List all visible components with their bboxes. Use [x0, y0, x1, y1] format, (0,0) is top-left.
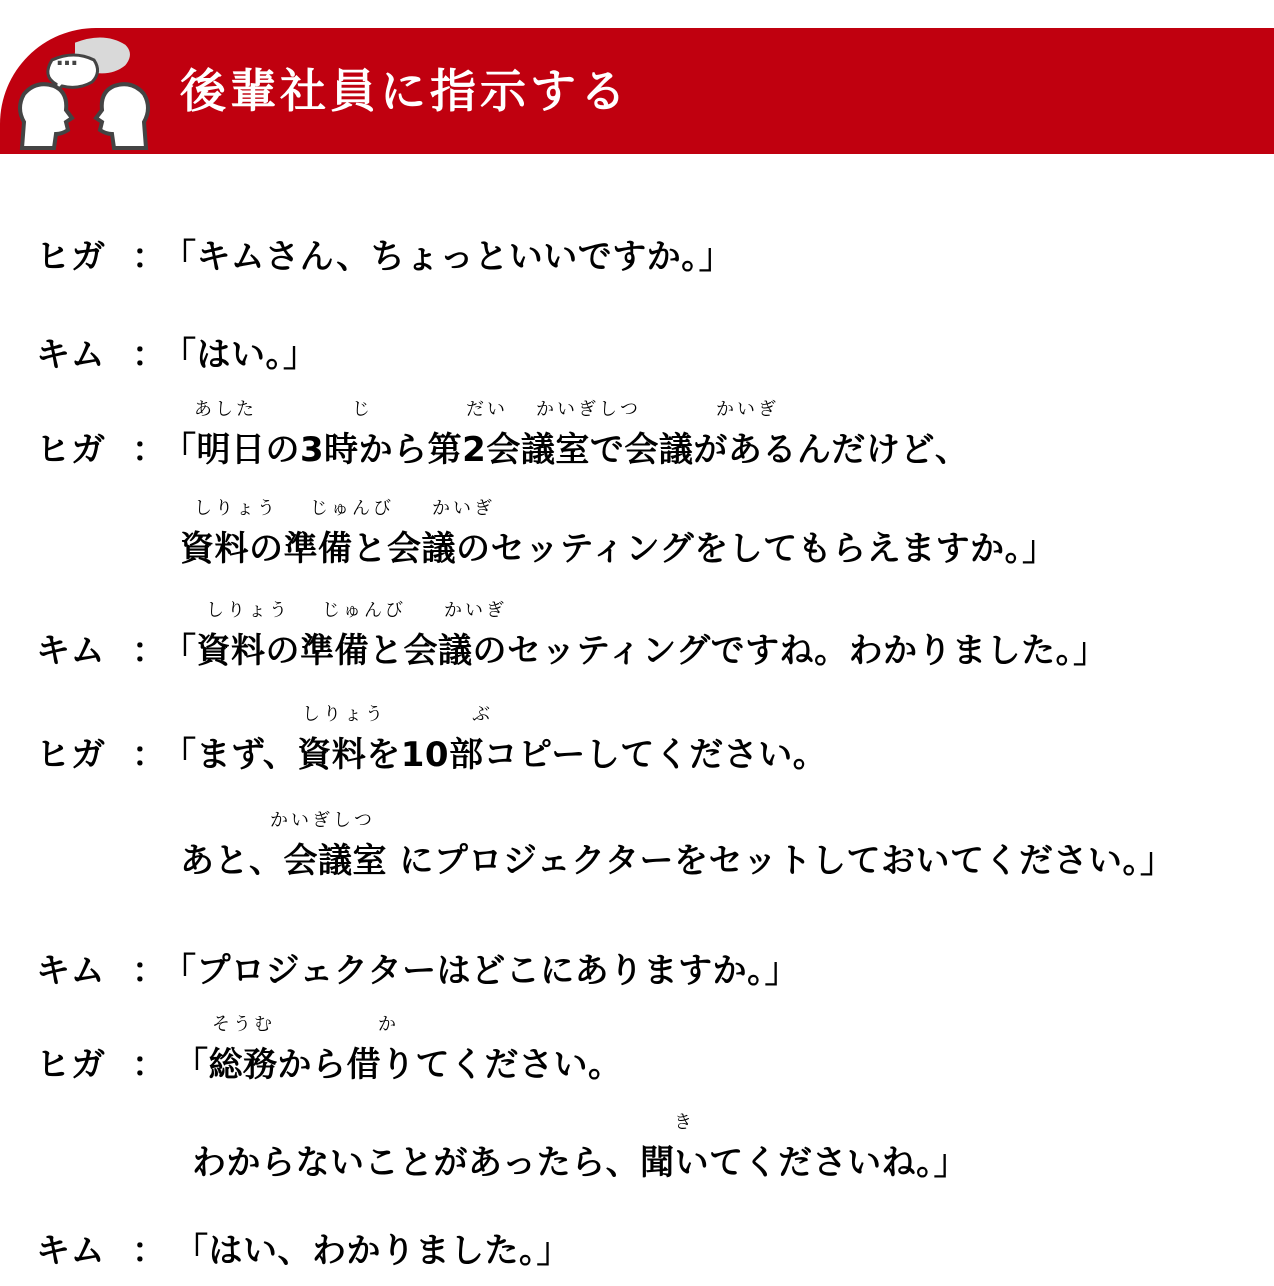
utterance-text: 「はい。」 [162, 335, 318, 375]
dialogue-line [0, 1186, 1274, 1286]
furigana: き [674, 1112, 695, 1133]
furigana: しりょう [302, 704, 386, 725]
dialogue-line [0, 192, 1274, 292]
furigana: かいぎ [432, 498, 495, 519]
furigana: じゅんび [310, 498, 394, 519]
page-title: 後輩社員に指示する [180, 64, 630, 118]
speaker-colon: ： [132, 335, 166, 375]
furigana: しりょう [206, 600, 290, 621]
speaker-colon: ： [132, 735, 166, 775]
dialogue-line [0, 1000, 1274, 1100]
speaker-colon: ： [132, 430, 166, 470]
furigana: そうむ [212, 1014, 275, 1035]
utterance-text: 資料の準備と会議のセッティングをしてもらえますか。」 [180, 529, 1057, 569]
furigana: かいぎ [444, 600, 507, 621]
speaker-colon: ： [132, 1045, 166, 1085]
furigana: かいぎしつ [536, 399, 641, 420]
utterance-text: 「明日の3時から第2会議室で会議があるんだけど、 [162, 430, 970, 470]
speaker-label: キム [36, 335, 106, 375]
utterance-text: 「まず、資料を10部コピーしてください。 [162, 735, 828, 775]
dialogue-line [0, 586, 1274, 686]
dialogue-line [0, 484, 1274, 584]
furigana: ぶ [472, 704, 493, 725]
utterance-text: 「総務から借りてください。 [174, 1045, 623, 1085]
utterance-text: わからないことがあったら、聞いてくださいね。」 [192, 1143, 969, 1183]
furigana: か [378, 1014, 399, 1035]
utterance-text: 「キムさん、ちょっといいですか。」 [162, 237, 734, 277]
speech-bubble-dots: … [56, 46, 78, 71]
speaker-colon: ： [132, 1231, 166, 1271]
utterance-text: 「はい、わかりました。」 [174, 1231, 571, 1271]
furigana: かいぎしつ [270, 810, 375, 831]
dialogue-line [0, 290, 1274, 390]
speaker-label: ヒガ [36, 735, 106, 775]
speaker-label: キム [36, 1231, 106, 1271]
furigana: かいぎ [716, 399, 779, 420]
dialogue-line [0, 796, 1274, 896]
furigana: だい [466, 399, 508, 420]
furigana: しりょう [194, 498, 278, 519]
speaker-colon: ： [132, 951, 166, 991]
utterance-text: 「資料の準備と会議のセッティングですね。わかりました。」 [162, 631, 1108, 671]
speaker-label: ヒガ [36, 430, 106, 470]
two-heads-conversation-icon [14, 30, 154, 152]
speaker-colon: ： [132, 237, 166, 277]
speaker-colon: ： [132, 631, 166, 671]
utterance-text: あと、会議室 にプロジェクターをセットしておいてください。」 [180, 841, 1175, 881]
dialogue-line [0, 385, 1274, 485]
speaker-label: ヒガ [36, 237, 106, 277]
utterance-text: 「プロジェクターはどこにありますか。」 [162, 951, 800, 991]
speaker-label: キム [36, 951, 106, 991]
speaker-label: キム [36, 631, 106, 671]
dialogue-line [0, 1098, 1274, 1198]
speaker-label: ヒガ [36, 1045, 106, 1085]
furigana: じ [352, 399, 373, 420]
furigana: あした [194, 399, 257, 420]
furigana: じゅんび [322, 600, 406, 621]
dialogue-line [0, 906, 1274, 1006]
dialogue-line [0, 690, 1274, 790]
